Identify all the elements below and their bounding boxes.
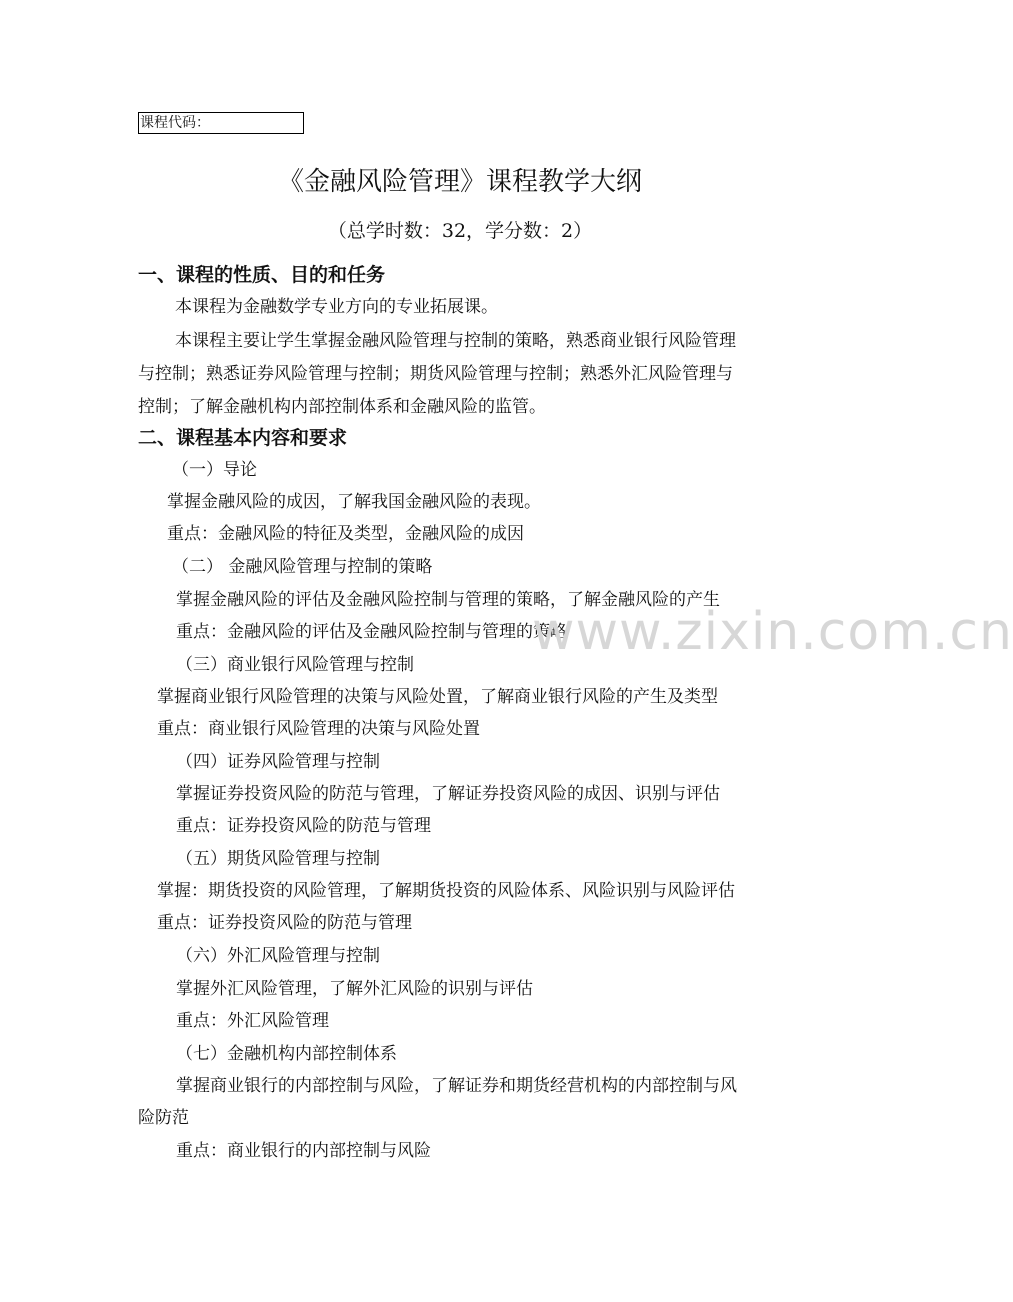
key-point-line: 重点：外汇风险管理: [176, 1011, 329, 1031]
subsection-title: （四）证券风险管理与控制: [176, 752, 380, 772]
section-heading-content: 二、课程基本内容和要求: [138, 427, 348, 449]
content-line: 掌握证券投资风险的防范与管理，了解证券投资风险的成因、识别与评估: [176, 784, 720, 804]
subsection-title: （一）导论: [172, 460, 257, 480]
course-code-field: 课程代码：: [138, 112, 304, 134]
subsection-title: （七）金融机构内部控制体系: [176, 1044, 397, 1064]
paragraph-line: 控制；了解金融机构内部控制体系和金融风险的监管。: [138, 397, 546, 417]
content-line: 掌握金融风险的成因，了解我国金融风险的表现。: [167, 492, 541, 512]
watermark-text: www.zixin.com.cn: [532, 602, 1013, 662]
key-point-line: 重点：金融风险的评估及金融风险控制与管理的策略: [176, 622, 567, 642]
paragraph-line: 本课程主要让学生掌握金融风险管理与控制的策略，熟悉商业银行风险管理: [175, 331, 736, 351]
paragraph-line: 与控制；熟悉证券风险管理与控制；期货风险管理与控制；熟悉外汇风险管理与: [138, 364, 733, 384]
content-line: 掌握商业银行风险管理的决策与风险处置，了解商业银行风险的产生及类型: [157, 687, 718, 707]
paragraph-line: 本课程为金融数学专业方向的专业拓展课。: [175, 297, 498, 317]
subsection-title: （六）外汇风险管理与控制: [176, 946, 380, 966]
key-point-line: 重点：证券投资风险的防范与管理: [157, 913, 412, 933]
document-subtitle: （总学时数：32，学分数：2）: [327, 220, 593, 242]
subsection-title: （五）期货风险管理与控制: [176, 849, 380, 869]
key-point-line: 重点：金融风险的特征及类型，金融风险的成因: [167, 524, 524, 544]
content-line: 掌握外汇风险管理，了解外汇风险的识别与评估: [176, 979, 533, 999]
section-heading-nature: 一、课程的性质、目的和任务: [138, 264, 386, 286]
content-line: 掌握商业银行的内部控制与风险，了解证券和期货经营机构的内部控制与风: [176, 1076, 737, 1096]
key-point-line: 重点：商业银行的内部控制与风险: [176, 1141, 431, 1161]
content-line: 险防范: [138, 1108, 189, 1128]
content-line: 掌握金融风险的评估及金融风险控制与管理的策略，了解金融风险的产生: [176, 590, 720, 610]
key-point-line: 重点：商业银行风险管理的决策与风险处置: [157, 719, 480, 739]
subsection-title: （二） 金融风险管理与控制的策略: [172, 557, 433, 577]
key-point-line: 重点：证券投资风险的防范与管理: [176, 816, 431, 836]
document-title: 《金融风险管理》课程教学大纲: [277, 167, 642, 197]
content-line: 掌握：期货投资的风险管理，了解期货投资的风险体系、风险识别与风险评估: [157, 881, 735, 901]
subsection-title: （三）商业银行风险管理与控制: [176, 655, 414, 675]
